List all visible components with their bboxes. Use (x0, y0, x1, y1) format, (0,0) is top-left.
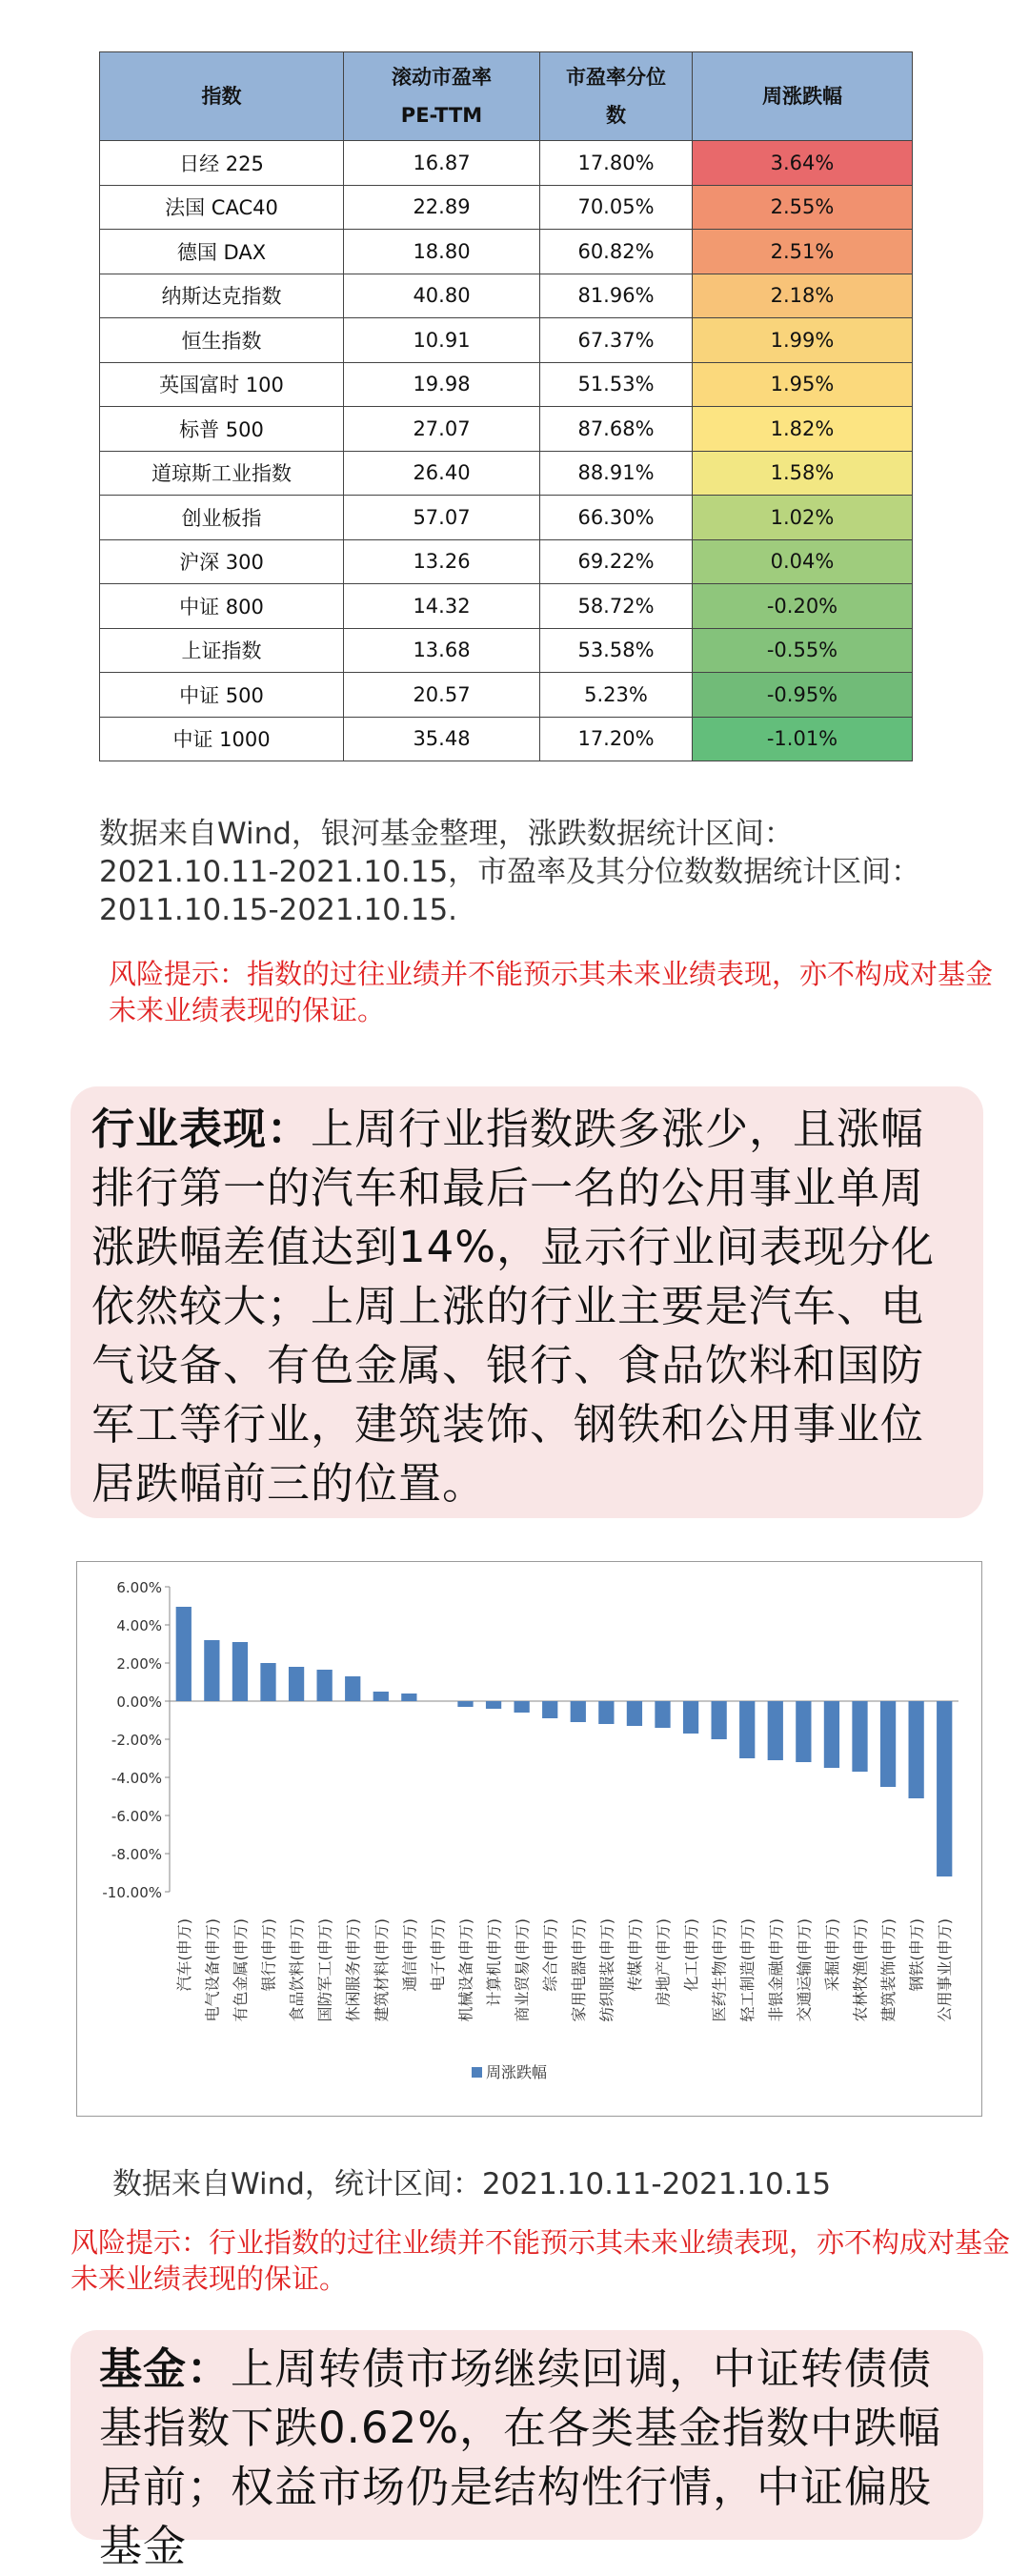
index-name-cell: 中证 500 (100, 673, 344, 718)
weekly-change-cell: 2.51% (693, 230, 913, 274)
bar (937, 1701, 952, 1876)
data-source-note: 数据来自Wind，银河基金整理，涨跌数据统计区间：2021.10.11-2021.10.15，市盈率及其分位数数据统计区间：2011.10.15-2021.10.15. (99, 817, 921, 927)
x-category-label: 医药生物(申万) (710, 1918, 729, 2022)
pe-ttm-cell: 20.57 (344, 673, 540, 718)
bar (712, 1701, 727, 1739)
weekly-change-cell: 3.64% (693, 141, 913, 186)
index-name-cell: 日经 225 (100, 141, 344, 186)
bar (486, 1701, 501, 1709)
table-row (100, 539, 913, 584)
y-tick-label: -4.00% (111, 1770, 162, 1787)
index-name-cell: 创业板指 (100, 496, 344, 540)
pe-percentile-cell: 17.20% (540, 717, 693, 761)
x-category-label: 银行(申万) (259, 1918, 278, 1992)
x-category-label: 国防军工(申万) (315, 1918, 334, 2022)
weekly-change-cell: -0.55% (693, 628, 913, 673)
index-name-cell: 纳斯达克指数 (100, 274, 344, 318)
pe-percentile-cell: 88.91% (540, 451, 693, 496)
weekly-change-cell: -0.20% (693, 584, 913, 629)
pe-percentile-cell: 67.37% (540, 318, 693, 363)
bar (401, 1694, 416, 1701)
col-header-index: 指数 (100, 52, 344, 141)
pe-percentile-cell: 81.96% (540, 274, 693, 318)
pe-percentile-cell: 53.58% (540, 628, 693, 673)
x-category-label: 建筑装饰(申万) (879, 1918, 898, 2022)
table-row (100, 274, 913, 318)
index-name-cell: 中证 800 (100, 584, 344, 629)
index-name-cell: 上证指数 (100, 628, 344, 673)
bar (627, 1701, 642, 1726)
bar (204, 1640, 219, 1701)
x-category-label: 汽车(申万) (174, 1918, 193, 1992)
pe-ttm-cell: 40.80 (344, 274, 540, 318)
x-category-label: 农林牧渔(申万) (851, 1918, 870, 2022)
bar (514, 1701, 530, 1713)
industry-heading: 行业表现： (91, 1104, 312, 1154)
pe-ttm-cell: 27.07 (344, 407, 540, 452)
x-category-label: 休闲服务(申万) (344, 1918, 363, 2022)
weekly-change-cell: -1.01% (693, 717, 913, 761)
fund-heading: 基金： (99, 2343, 232, 2394)
index-valuation-table (99, 51, 912, 761)
x-category-label: 综合(申万) (541, 1918, 560, 1992)
pe-percentile-cell: 66.30% (540, 496, 693, 540)
table-row (100, 362, 913, 407)
bar (880, 1701, 896, 1787)
table-row (100, 496, 913, 540)
y-tick-label: 6.00% (116, 1579, 162, 1596)
index-name-cell: 法国 CAC40 (100, 185, 344, 230)
bar (542, 1701, 557, 1718)
pe-percentile-cell: 70.05% (540, 185, 693, 230)
pe-percentile-cell: 87.68% (540, 407, 693, 452)
x-category-label: 食品饮料(申万) (288, 1918, 307, 2022)
pe-percentile-cell: 69.22% (540, 539, 693, 584)
table-row (100, 717, 913, 761)
pe-percentile-cell: 60.82% (540, 230, 693, 274)
index-name-cell: 德国 DAX (100, 230, 344, 274)
bar (683, 1701, 698, 1734)
bar (260, 1663, 275, 1701)
x-category-label: 公用事业(申万) (936, 1918, 955, 2022)
table-row (100, 673, 913, 718)
index-name-cell: 标普 500 (100, 407, 344, 452)
x-category-label: 轻工制造(申万) (738, 1918, 757, 2022)
fund-body: 上周转债市场继续回调，中证转债债基指数下跌0.62%，在各类基金指数中跌幅居前；权益市场仍是结构性行情，中证偏股基金 (99, 2343, 941, 2571)
weekly-change-cell: 1.02% (693, 496, 913, 540)
bar (176, 1607, 192, 1701)
pe-percentile-cell: 51.53% (540, 362, 693, 407)
weekly-change-cell: 2.55% (693, 185, 913, 230)
col-header-pe-percentile: 市盈率分位 数 (540, 52, 693, 141)
chart-risk-warning: 风险提示：行业指数的过往业绩并不能预示其未来业绩表现，亦不构成对基金未来业绩表现的保证。 (71, 2226, 1011, 2295)
x-category-label: 纺织服装(申万) (597, 1918, 616, 2022)
x-category-label: 交通运输(申万) (795, 1918, 814, 2022)
table-row (100, 230, 913, 274)
index-name-cell: 沪深 300 (100, 539, 344, 584)
fund-text (99, 2340, 958, 2576)
x-category-label: 传媒(申万) (625, 1918, 644, 1992)
industry-performance-text (91, 1100, 962, 1513)
table-row (100, 407, 913, 452)
y-tick-label: 2.00% (116, 1655, 162, 1673)
risk-warning: 风险提示：指数的过往业绩并不能预示其未来业绩表现，亦不构成对基金未来业绩表现的保证。 (109, 958, 994, 1026)
weekly-change-cell: 2.18% (693, 274, 913, 318)
weekly-change-cell: 1.95% (693, 362, 913, 407)
x-category-label: 计算机(申万) (485, 1918, 504, 2007)
chart-source-note: 数据来自Wind，统计区间：2021.10.11-2021.10.15 (112, 2167, 832, 2201)
y-tick-label: 0.00% (116, 1694, 162, 1711)
bar (317, 1670, 333, 1701)
y-tick-label: -8.00% (111, 1846, 162, 1863)
pe-ttm-cell: 13.26 (344, 539, 540, 584)
table-row (100, 451, 913, 496)
bar (598, 1701, 614, 1724)
index-name-cell: 恒生指数 (100, 318, 344, 363)
x-category-label: 机械设备(申万) (456, 1918, 475, 2022)
bar (655, 1701, 670, 1728)
bar (909, 1701, 924, 1798)
x-category-label: 钢铁(申万) (907, 1918, 926, 1992)
industry-body: 上周行业指数跌多涨少，且涨幅排行第一的汽车和最后一名的公用事业单周涨跌幅差值达到14%，显示行业间表现分化依然较大；上周上涨的行业主要是汽车、电气设备、有色金属、银行、食品饮料和国防军工等行业，建筑装饰、钢铁和公用事业位居跌幅前三的位置。 (91, 1104, 936, 1509)
index-name-cell: 道琼斯工业指数 (100, 451, 344, 496)
bar (345, 1676, 360, 1701)
bar (739, 1701, 755, 1758)
x-category-label: 化工(申万) (682, 1918, 701, 1992)
bar-chart-svg (77, 1562, 983, 2118)
bar (289, 1667, 304, 1701)
y-tick-label: -2.00% (111, 1732, 162, 1749)
table-header-row (100, 52, 913, 141)
table-row (100, 185, 913, 230)
table-row (100, 628, 913, 673)
bar (457, 1701, 473, 1707)
pe-ttm-cell: 18.80 (344, 230, 540, 274)
table-row (100, 584, 913, 629)
table-row (100, 141, 913, 186)
weekly-change-cell: 0.04% (693, 539, 913, 584)
pe-ttm-cell: 19.98 (344, 362, 540, 407)
x-category-label: 有色金属(申万) (231, 1918, 250, 2022)
index-name-cell: 英国富时 100 (100, 362, 344, 407)
pe-ttm-cell: 26.40 (344, 451, 540, 496)
bar (824, 1701, 839, 1768)
pe-percentile-cell: 58.72% (540, 584, 693, 629)
industry-performance-box (71, 1086, 983, 1518)
pe-ttm-cell: 13.68 (344, 628, 540, 673)
bar (768, 1701, 783, 1760)
weekly-change-cell: 1.82% (693, 407, 913, 452)
y-tick-label: 4.00% (116, 1617, 162, 1634)
fund-box (71, 2330, 983, 2571)
x-category-label: 家用电器(申万) (569, 1918, 588, 2022)
x-category-label: 通信(申万) (400, 1918, 419, 1992)
pe-ttm-cell: 57.07 (344, 496, 540, 540)
legend-swatch (472, 2067, 482, 2078)
x-category-label: 建筑材料(申万) (372, 1918, 391, 2022)
bar (232, 1642, 248, 1701)
y-tick-label: -10.00% (102, 1884, 162, 1901)
x-category-label: 采掘(申万) (822, 1918, 841, 1992)
x-category-label: 电子(申万) (428, 1918, 447, 1992)
y-tick-label: -6.00% (111, 1808, 162, 1825)
pe-ttm-cell: 16.87 (344, 141, 540, 186)
pe-ttm-cell: 22.89 (344, 185, 540, 230)
pe-percentile-cell: 17.80% (540, 141, 693, 186)
bar (571, 1701, 586, 1722)
weekly-change-cell: 1.99% (693, 318, 913, 363)
x-category-label: 非银金融(申万) (766, 1918, 785, 2022)
weekly-change-cell: 1.58% (693, 451, 913, 496)
bar (852, 1701, 867, 1772)
pe-ttm-cell: 35.48 (344, 717, 540, 761)
x-category-label: 房地产(申万) (654, 1918, 673, 2007)
bar (373, 1692, 389, 1701)
pe-ttm-cell: 10.91 (344, 318, 540, 363)
pe-ttm-cell: 14.32 (344, 584, 540, 629)
legend-label: 周涨跌幅 (486, 2063, 548, 2081)
x-category-label: 电气设备(申万) (203, 1918, 222, 2022)
col-header-weekly-change: 周涨跌幅 (693, 52, 913, 141)
col-header-pe: 滚动市盈率 PE-TTM (344, 52, 540, 141)
x-category-label: 商业贸易(申万) (513, 1918, 532, 2022)
industry-weekly-change-chart (76, 1561, 982, 2117)
index-name-cell: 中证 1000 (100, 717, 344, 761)
pe-percentile-cell: 5.23% (540, 673, 693, 718)
weekly-change-cell: -0.95% (693, 673, 913, 718)
bar (796, 1701, 811, 1762)
table-row (100, 318, 913, 363)
